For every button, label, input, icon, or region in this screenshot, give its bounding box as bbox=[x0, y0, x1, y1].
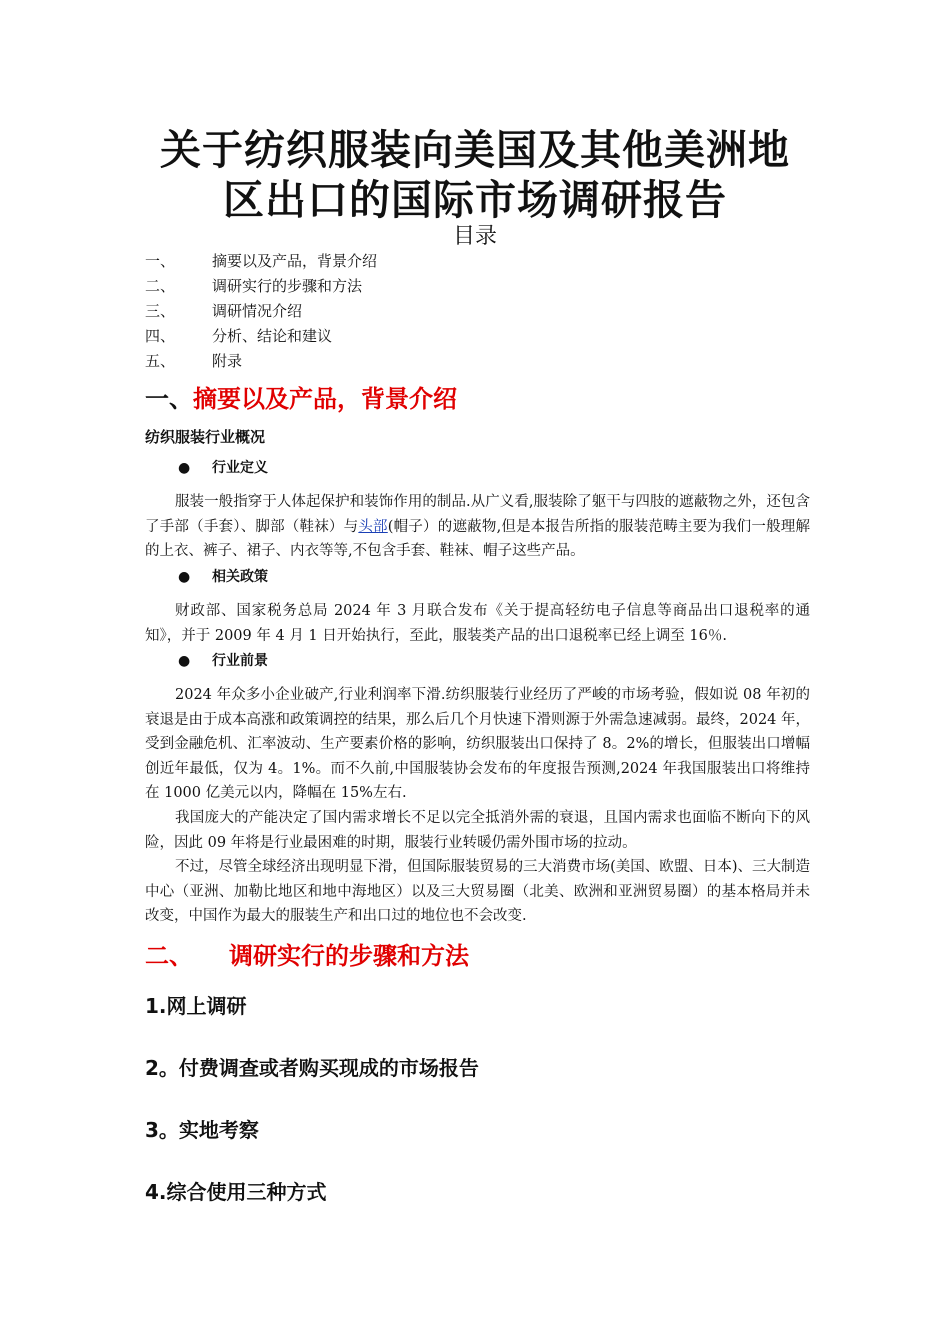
paragraph-outlook-1: 2024 年众多小企业破产,行业利润率下滑.纺织服装行业经历了严峻的市场考验，假如说 08 年初的衰退是由于成本高涨和政策调控的结果，那么后几个月快速下滑则源于外需急速减弱。最终，2024 年，受到金融危机、汇率波动、生产要素价格的影响，纺织服装出口保持了 8。2%的增长，但服装出口增幅创近年最低，仅为 4。1%。而不久前,中国服装协会发布的年度报告预测,2024 年我国服装出口将维持在 1000 亿美元以内，降幅在 15%左右. bbox=[145, 687, 811, 801]
paragraph-text: 服装一般指穿于人体起保护和装饰作用的制品.从广义看,服装除了躯干与四肢的遮蔽物之外，还包含了手部（手套）、脚部（鞋袜）与 bbox=[145, 494, 810, 535]
toc-item-number: 四、 bbox=[145, 327, 176, 345]
step-item: 2。付费调查或者购买现成的市场报告 bbox=[145, 1056, 479, 1080]
toc-item-number: 一、 bbox=[145, 252, 176, 270]
toc-heading: 目录 bbox=[452, 224, 497, 249]
bullet-icon: ● bbox=[178, 460, 191, 476]
toc-item-label: 摘要以及产品，背景介绍 bbox=[212, 252, 378, 270]
toc-item bbox=[145, 300, 302, 322]
bullet-icon: ● bbox=[178, 569, 191, 585]
toc-item-number: 三、 bbox=[145, 302, 176, 320]
step-item: 4.综合使用三种方式 bbox=[145, 1180, 327, 1204]
section-2-title: 调研实行的步骤和方法 bbox=[229, 942, 469, 970]
section-1-title: 摘要以及产品，背景介绍 bbox=[193, 385, 457, 413]
paragraph-related-policy: 财政部、国家税务总局 2024 年 3 月联合发布《关于提高轻纺电子信息等商品出口退税率的通知》，并于 2009 年 4 月 1 日开始执行，至此，服装类产品的出口退税率已经上调至 16％. bbox=[145, 603, 810, 644]
bullet-industry-definition bbox=[178, 457, 268, 479]
toc-item bbox=[145, 350, 242, 372]
section-1-number: 一、 bbox=[145, 385, 193, 413]
document-title-line-2: 区出口的国际市场调研报告 bbox=[223, 176, 727, 224]
toc-item-label: 附录 bbox=[212, 352, 243, 370]
bullet-industry-outlook bbox=[178, 650, 268, 672]
paragraph-outlook-2: 我国庞大的产能决定了国内需求增长不足以完全抵消外需的衰退，且国内需求也面临不断向下的风险，因此 09 年将是行业最困难的时期，服装行业转暖仍需外围市场的拉动。 bbox=[145, 810, 810, 851]
link-head[interactable]: 头部 bbox=[358, 518, 388, 535]
toc-item bbox=[145, 275, 362, 297]
paragraph-industry-definition bbox=[145, 490, 810, 564]
step-item: 1.网上调研 bbox=[145, 994, 247, 1018]
toc-item-number: 二、 bbox=[145, 277, 176, 295]
bullet-label: 行业定义 bbox=[212, 460, 268, 476]
toc-item bbox=[145, 325, 332, 347]
section-2-heading bbox=[145, 940, 469, 972]
document-title-line-1: 关于纺织服装向美国及其他美洲地 bbox=[160, 126, 790, 174]
bullet-label: 相关政策 bbox=[212, 569, 268, 585]
toc-item-label: 分析、结论和建议 bbox=[212, 327, 333, 345]
section-1-heading bbox=[145, 383, 457, 415]
step-item: 3。实地考察 bbox=[145, 1118, 259, 1142]
bullet-label: 行业前景 bbox=[212, 653, 268, 669]
industry-overview-subheading: 纺织服装行业概况 bbox=[145, 428, 266, 446]
toc-item bbox=[145, 250, 377, 272]
bullet-icon: ● bbox=[178, 653, 191, 669]
paragraph-outlook-3: 不过，尽管全球经济出现明显下滑，但国际服装贸易的三大消费市场(美国、欧盟、日本)、三大制造中心（亚洲、加勒比地区和地中海地区）以及三大贸易圈（北美、欧洲和亚洲贸易圈）的基本格局并未改变，中国作为最大的服装生产和出口过的地位也不会改变. bbox=[145, 859, 810, 924]
section-2-number: 二、 bbox=[145, 942, 193, 970]
toc-item-label: 调研情况介绍 bbox=[212, 302, 303, 320]
bullet-related-policy bbox=[178, 566, 268, 588]
toc-item-label: 调研实行的步骤和方法 bbox=[212, 277, 363, 295]
paragraph-text: (帽子）的遮蔽物,但是本报告所指的服装范畴主要为我们一般理解的上衣、裤子、裙子、内衣等等,不包含手套、鞋袜、帽子这些产品。 bbox=[145, 518, 811, 559]
toc-item-number: 五、 bbox=[145, 352, 176, 370]
